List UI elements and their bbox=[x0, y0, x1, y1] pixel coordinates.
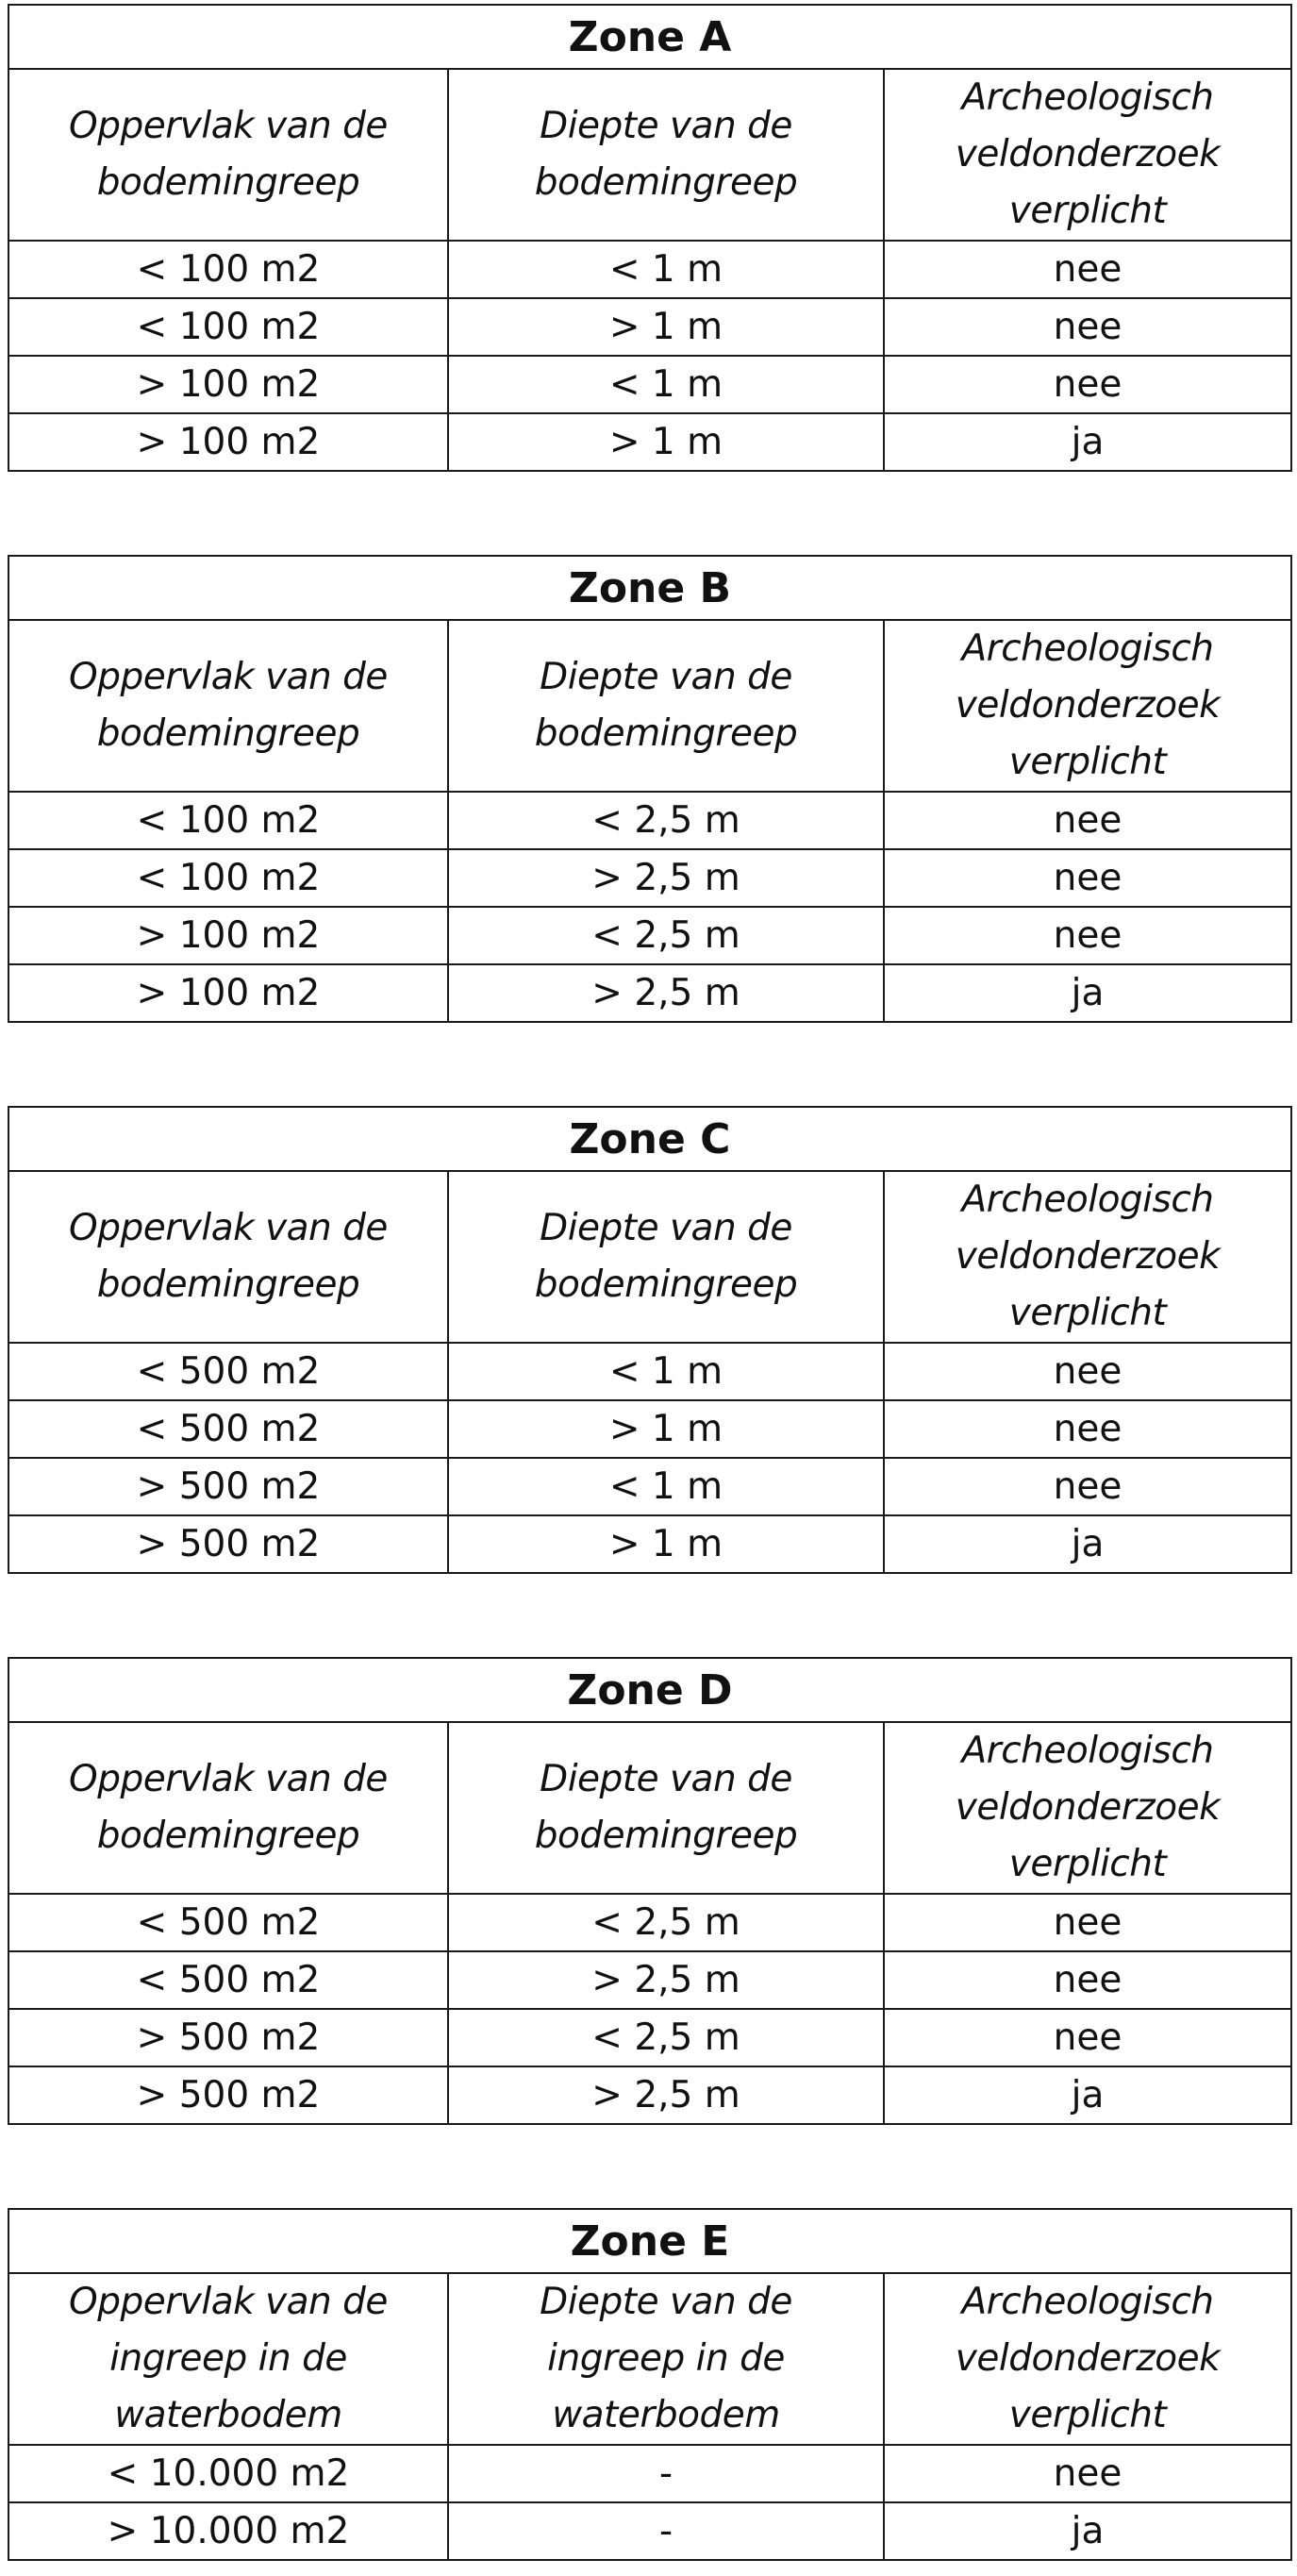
zone-title: Zone C bbox=[8, 1107, 1291, 1171]
column-header bbox=[884, 1722, 1291, 1894]
column-header bbox=[8, 2273, 448, 2445]
table-cell: > 100 m2 bbox=[8, 964, 448, 1022]
table-cell: > 500 m2 bbox=[8, 1458, 448, 1515]
table-row bbox=[8, 2009, 1291, 2066]
table-row bbox=[8, 1400, 1291, 1458]
column-header-line: Diepte van de bbox=[540, 2281, 792, 2323]
column-header-line: verplicht bbox=[1008, 741, 1167, 783]
table-row bbox=[8, 2066, 1291, 2124]
table-cell: > 500 m2 bbox=[8, 2066, 448, 2124]
table-cell: - bbox=[448, 2502, 884, 2560]
column-header-line: verplicht bbox=[1008, 1292, 1167, 1334]
table-row bbox=[8, 1458, 1291, 1515]
header-row bbox=[8, 1722, 1291, 1894]
table-cell: nee bbox=[884, 241, 1291, 298]
column-header-line: Oppervlak van de bbox=[69, 105, 388, 147]
column-header-line: bodemingreep bbox=[96, 161, 360, 204]
zone-b-table bbox=[8, 555, 1292, 1023]
column-header bbox=[448, 1171, 884, 1343]
column-header-line: bodemingreep bbox=[96, 712, 360, 755]
column-header bbox=[8, 1171, 448, 1343]
table-row bbox=[8, 2445, 1291, 2502]
column-header-line: veldonderzoek bbox=[955, 1786, 1221, 1829]
table-cell: nee bbox=[884, 1458, 1291, 1515]
table-cell: > 500 m2 bbox=[8, 2009, 448, 2066]
zone-title: Zone E bbox=[8, 2209, 1291, 2273]
column-header bbox=[8, 620, 448, 792]
column-header-line: bodemingreep bbox=[534, 1815, 798, 1857]
column-header bbox=[448, 2273, 884, 2445]
column-header-line: Diepte van de bbox=[540, 656, 792, 698]
table-cell: > 1 m bbox=[448, 1515, 884, 1573]
column-header-line: bodemingreep bbox=[96, 1263, 360, 1306]
table-cell: nee bbox=[884, 298, 1291, 356]
table-cell: nee bbox=[884, 907, 1291, 964]
table-row bbox=[8, 1515, 1291, 1573]
table-cell: > 2,5 m bbox=[448, 1951, 884, 2009]
table-cell: > 1 m bbox=[448, 1400, 884, 1458]
table-cell: < 1 m bbox=[448, 1343, 884, 1400]
table-cell: nee bbox=[884, 1951, 1291, 2009]
table-cell: ja bbox=[884, 1515, 1291, 1573]
table-cell: < 100 m2 bbox=[8, 849, 448, 907]
column-header-line: ingreep in de bbox=[109, 2337, 347, 2380]
table-row bbox=[8, 1343, 1291, 1400]
column-header bbox=[884, 69, 1291, 241]
table-cell: > 10.000 m2 bbox=[8, 2502, 448, 2560]
zone-c-table bbox=[8, 1106, 1292, 1574]
column-header-line: veldonderzoek bbox=[955, 2337, 1221, 2380]
column-header-line: Oppervlak van de bbox=[69, 1758, 388, 1800]
column-header-line: veldonderzoek bbox=[955, 1235, 1221, 1278]
table-cell: > 2,5 m bbox=[448, 964, 884, 1022]
table-cell: < 500 m2 bbox=[8, 1400, 448, 1458]
column-header-line: Archeologisch bbox=[961, 1730, 1214, 1772]
zone-d-table bbox=[8, 1657, 1292, 2125]
column-header-line: bodemingreep bbox=[534, 1263, 798, 1306]
column-header-line: verplicht bbox=[1008, 1843, 1167, 1885]
column-header-line: ingreep in de bbox=[547, 2337, 785, 2380]
table-cell: ja bbox=[884, 2502, 1291, 2560]
table-cell: < 500 m2 bbox=[8, 1951, 448, 2009]
column-header-line: Archeologisch bbox=[961, 2281, 1214, 2323]
table-cell: - bbox=[448, 2445, 884, 2502]
column-header-line: Oppervlak van de bbox=[69, 2281, 388, 2323]
table-cell: < 10.000 m2 bbox=[8, 2445, 448, 2502]
table-cell: < 500 m2 bbox=[8, 1894, 448, 1951]
column-header bbox=[884, 2273, 1291, 2445]
table-cell: < 100 m2 bbox=[8, 792, 448, 849]
column-header bbox=[448, 69, 884, 241]
table-cell: ja bbox=[884, 2066, 1291, 2124]
table-cell: < 1 m bbox=[448, 1458, 884, 1515]
table-cell: nee bbox=[884, 1400, 1291, 1458]
table-cell: < 500 m2 bbox=[8, 1343, 448, 1400]
column-header-line: verplicht bbox=[1008, 190, 1167, 232]
column-header-line: Archeologisch bbox=[961, 1179, 1214, 1221]
column-header-line: bodemingreep bbox=[96, 1815, 360, 1857]
table-cell: < 2,5 m bbox=[448, 2009, 884, 2066]
table-cell: nee bbox=[884, 1894, 1291, 1951]
table-cell: nee bbox=[884, 356, 1291, 413]
zone-e-table bbox=[8, 2208, 1292, 2561]
column-header-line: veldonderzoek bbox=[955, 684, 1221, 727]
column-header-line: waterbodem bbox=[552, 2394, 780, 2436]
column-header bbox=[8, 69, 448, 241]
header-row bbox=[8, 620, 1291, 792]
column-header-line: bodemingreep bbox=[534, 161, 798, 204]
table-cell: > 2,5 m bbox=[448, 2066, 884, 2124]
table-row bbox=[8, 1894, 1291, 1951]
column-header-line: Oppervlak van de bbox=[69, 1207, 388, 1249]
column-header-line: Diepte van de bbox=[540, 1758, 792, 1800]
column-header-line: Diepte van de bbox=[540, 105, 792, 147]
table-row bbox=[8, 2502, 1291, 2560]
column-header bbox=[884, 1171, 1291, 1343]
column-header-line: waterbodem bbox=[114, 2394, 342, 2436]
column-header-line: veldonderzoek bbox=[955, 133, 1221, 176]
table-cell: < 1 m bbox=[448, 241, 884, 298]
table-cell: > 100 m2 bbox=[8, 356, 448, 413]
table-row bbox=[8, 907, 1291, 964]
table-cell: > 100 m2 bbox=[8, 413, 448, 471]
table-row bbox=[8, 241, 1291, 298]
zone-title: Zone D bbox=[8, 1658, 1291, 1722]
zone-title: Zone A bbox=[8, 5, 1291, 69]
table-cell: > 2,5 m bbox=[448, 849, 884, 907]
table-cell: nee bbox=[884, 1343, 1291, 1400]
column-header bbox=[448, 620, 884, 792]
zone-title: Zone B bbox=[8, 556, 1291, 620]
column-header bbox=[448, 1722, 884, 1894]
header-row bbox=[8, 69, 1291, 241]
table-cell: nee bbox=[884, 2445, 1291, 2502]
header-row bbox=[8, 2273, 1291, 2445]
column-header-line: verplicht bbox=[1008, 2394, 1167, 2436]
table-cell: < 2,5 m bbox=[448, 792, 884, 849]
table-row bbox=[8, 792, 1291, 849]
table-cell: > 100 m2 bbox=[8, 907, 448, 964]
table-cell: > 500 m2 bbox=[8, 1515, 448, 1573]
table-cell: nee bbox=[884, 2009, 1291, 2066]
table-cell: < 1 m bbox=[448, 356, 884, 413]
column-header-line: Diepte van de bbox=[540, 1207, 792, 1249]
table-row bbox=[8, 1951, 1291, 2009]
header-row bbox=[8, 1171, 1291, 1343]
table-cell: < 2,5 m bbox=[448, 907, 884, 964]
column-header-line: bodemingreep bbox=[534, 712, 798, 755]
table-cell: > 1 m bbox=[448, 413, 884, 471]
column-header bbox=[8, 1722, 448, 1894]
table-row bbox=[8, 356, 1291, 413]
table-cell: > 1 m bbox=[448, 298, 884, 356]
table-cell: ja bbox=[884, 413, 1291, 471]
table-row bbox=[8, 849, 1291, 907]
table-row bbox=[8, 964, 1291, 1022]
table-cell: < 2,5 m bbox=[448, 1894, 884, 1951]
table-row bbox=[8, 298, 1291, 356]
table-cell: nee bbox=[884, 849, 1291, 907]
table-cell: nee bbox=[884, 792, 1291, 849]
column-header bbox=[884, 620, 1291, 792]
column-header-line: Archeologisch bbox=[961, 627, 1214, 670]
table-cell: ja bbox=[884, 964, 1291, 1022]
zone-a-table bbox=[8, 4, 1292, 472]
column-header-line: Oppervlak van de bbox=[69, 656, 388, 698]
table-cell: < 100 m2 bbox=[8, 241, 448, 298]
column-header-line: Archeologisch bbox=[961, 76, 1214, 119]
table-cell: < 100 m2 bbox=[8, 298, 448, 356]
table-row bbox=[8, 413, 1291, 471]
